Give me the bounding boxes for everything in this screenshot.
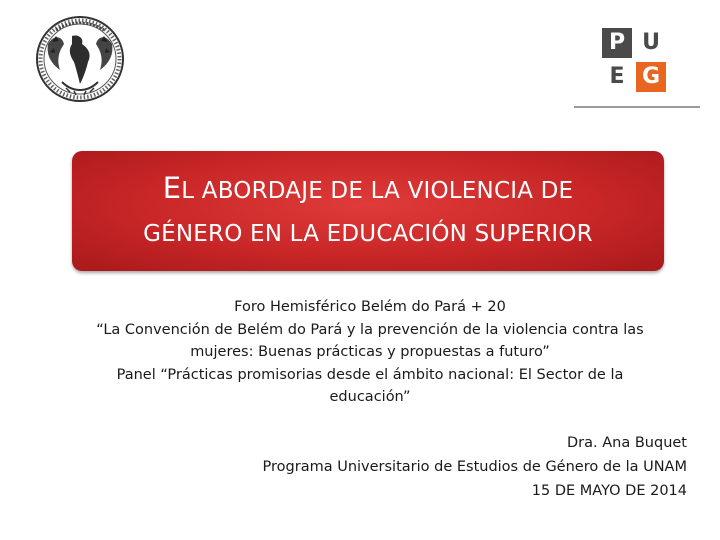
panel-line-2: educación” [329,389,411,405]
pueg-letter-grid [602,28,666,92]
event-description [50,296,690,409]
presentation-date: 15 DE MAYO DE 2014 [531,483,687,499]
unam-seal-icon [34,14,126,104]
author-name: Dra. Ana Buquet [567,435,687,451]
convention-line-2: mujeres: Buenas prácticas y propuestas a futuro” [190,344,550,360]
convention-line-1: “La Convención de Belém do Pará y la prevención de la violencia contra las [96,321,644,338]
title-line-1 [72,171,664,205]
pueg-letter-e: E [602,62,632,92]
pueg-letter-g: G [636,62,666,92]
forum-name: Foro Hemisférico Belém do Pará + 20 [234,299,506,315]
pueg-letter-u: U [636,28,666,58]
author-program: Programa Universitario de Estudios de Género de la UNAM [262,459,687,475]
pueg-letter-p: P [602,28,632,58]
pueg-caption-graphic [572,104,702,110]
pueg-logo [572,28,702,114]
author-block [127,431,687,503]
title-line-2: GÉNERO EN LA EDUCACIÓN SUPERIOR [143,221,593,247]
title-line-1-text: L ABORDAJE DE LA VIOLENCIA DE [181,178,574,204]
title-banner [72,151,664,271]
title-initial: E [162,171,182,205]
panel-line-1: Panel “Prácticas promisorias desde el ámbito nacional: El Sector de la [116,366,624,383]
